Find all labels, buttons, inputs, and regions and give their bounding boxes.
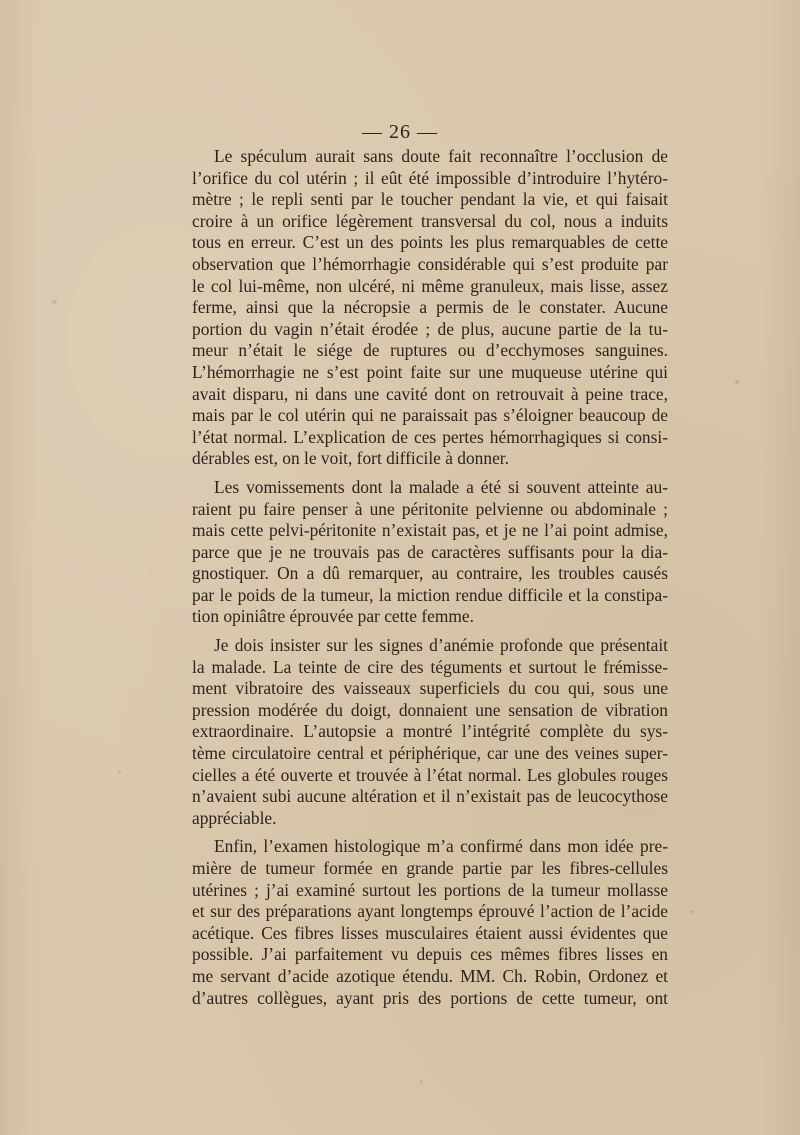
text-line: Le spéculum aurait sans doute fait reconnaître l’occlusion de bbox=[214, 146, 668, 166]
text-line: ferme, ainsi que la nécropsie a permis de le constater. Aucune bbox=[192, 297, 668, 318]
text-line: n’avaient subi aucune altération et il n’existait pas de leucocythose bbox=[192, 786, 668, 807]
text-line: pression modérée du doigt, donnaient une sensation de vibration bbox=[192, 699, 668, 720]
text-line: par le poids de la tumeur, la miction rendue difficile et la constipa- bbox=[192, 584, 668, 605]
body-text bbox=[192, 146, 668, 1016]
text-line: parce que je ne trouvais pas de caractères suffisants pour la dia- bbox=[192, 541, 668, 562]
text-line: mais par le col utérin qui ne paraissait pas s’éloigner beaucoup de bbox=[192, 405, 668, 426]
text-line: meur n’était le siége de ruptures ou d’ecchymoses sanguines. bbox=[192, 340, 668, 361]
paper-stain bbox=[118, 770, 121, 773]
paragraph bbox=[192, 477, 668, 628]
text-line: gnostiquer. On a dû remarquer, au contraire, les troubles causés bbox=[192, 563, 668, 584]
text-line: raient pu faire penser à une péritonite pelvienne ou abdominale ; bbox=[192, 498, 668, 519]
text-line: avait disparu, ni dans une cavité dont on retrouvait à peine trace, bbox=[192, 383, 668, 404]
text-line: L’hémorrhagie ne s’est point faite sur une muqueuse utérine qui bbox=[192, 361, 668, 382]
text-line: mètre ; le repli senti par le toucher pendant la vie, et qui faisait bbox=[192, 189, 668, 210]
text-line: mais cette pelvi-péritonite n’existait pas, et je ne l’ai point admise, bbox=[192, 520, 668, 541]
text-line: utérines ; j’ai examiné surtout les portions de la tumeur mollasse bbox=[192, 879, 668, 900]
text-line: me servant d’acide azotique étendu. MM. Ch. Robin, Ordonez et bbox=[192, 965, 668, 986]
paragraph bbox=[192, 635, 668, 829]
text-line: Les vomissements dont la malade a été si souvent atteinte au- bbox=[214, 476, 668, 497]
text-line: l’état normal. L’explication de ces pertes hémorrhagiques si consi- bbox=[192, 426, 668, 447]
text-line: extraordinaire. L’autopsie a montré l’intégrité complète du sys- bbox=[192, 721, 668, 742]
text-line: le col lui-même, non ulcéré, ni même granuleux, mais lisse, assez bbox=[192, 275, 668, 296]
paper-stain bbox=[420, 1080, 423, 1083]
text-line: tous en erreur. C’est un des points les plus remarquables de cette bbox=[192, 232, 668, 253]
text-line: acétique. Ces fibres lisses musculaires étaient aussi évidentes que bbox=[192, 922, 668, 943]
text-line: possible. J’ai parfaitement vu depuis ces mêmes fibres lisses en bbox=[192, 944, 668, 965]
text-line: tème circulatoire central et périphérique, car une des veines super- bbox=[192, 743, 668, 764]
text-line: ment vibratoire des vaisseaux superficiels du cou qui, sous une bbox=[192, 678, 668, 699]
text-line: appréciable. bbox=[192, 807, 277, 828]
text-line: Je dois insister sur les signes d’anémie profonde que présentait bbox=[214, 635, 668, 656]
text-line: croire à un orifice légèrement transversal du col, nous a induits bbox=[192, 210, 668, 231]
page-number: — 26 — bbox=[362, 121, 438, 143]
text-line: tion opiniâtre éprouvée par cette femme. bbox=[192, 606, 474, 627]
text-line: mière de tumeur formée en grande partie par les fibres-cellules bbox=[192, 858, 668, 878]
text-line: et sur des préparations ayant longtemps éprouvé l’action de l’acide bbox=[192, 901, 668, 922]
text-line: observation que l’hémorrhagie considérable qui s’est produite par bbox=[192, 253, 668, 274]
text-line: la malade. La teinte de cire des téguments et surtout le frémisse- bbox=[192, 656, 668, 677]
text-line: portion du vagin n’était érodée ; de plus, aucune partie de la tu- bbox=[192, 318, 668, 339]
paper-stain bbox=[690, 910, 694, 913]
text-line: Enfin, l’examen histologique m’a confirmé dans mon idée pre- bbox=[214, 836, 668, 857]
paper-stain bbox=[735, 380, 739, 384]
text-line: l’orifice du col utérin ; il eût été impossible d’introduire l’hytéro- bbox=[192, 167, 668, 188]
text-line: dérables est, on le voit, fort difficile à donner. bbox=[192, 448, 509, 469]
text-line: d’autres collègues, ayant pris des portions de cette tumeur, ont bbox=[192, 987, 668, 1008]
paragraph bbox=[192, 146, 668, 470]
paper-stain bbox=[52, 300, 57, 304]
text-line: cielles a été ouverte et trouvée à l’état normal. Les globules rouges bbox=[192, 764, 668, 785]
paragraph bbox=[192, 836, 668, 1009]
